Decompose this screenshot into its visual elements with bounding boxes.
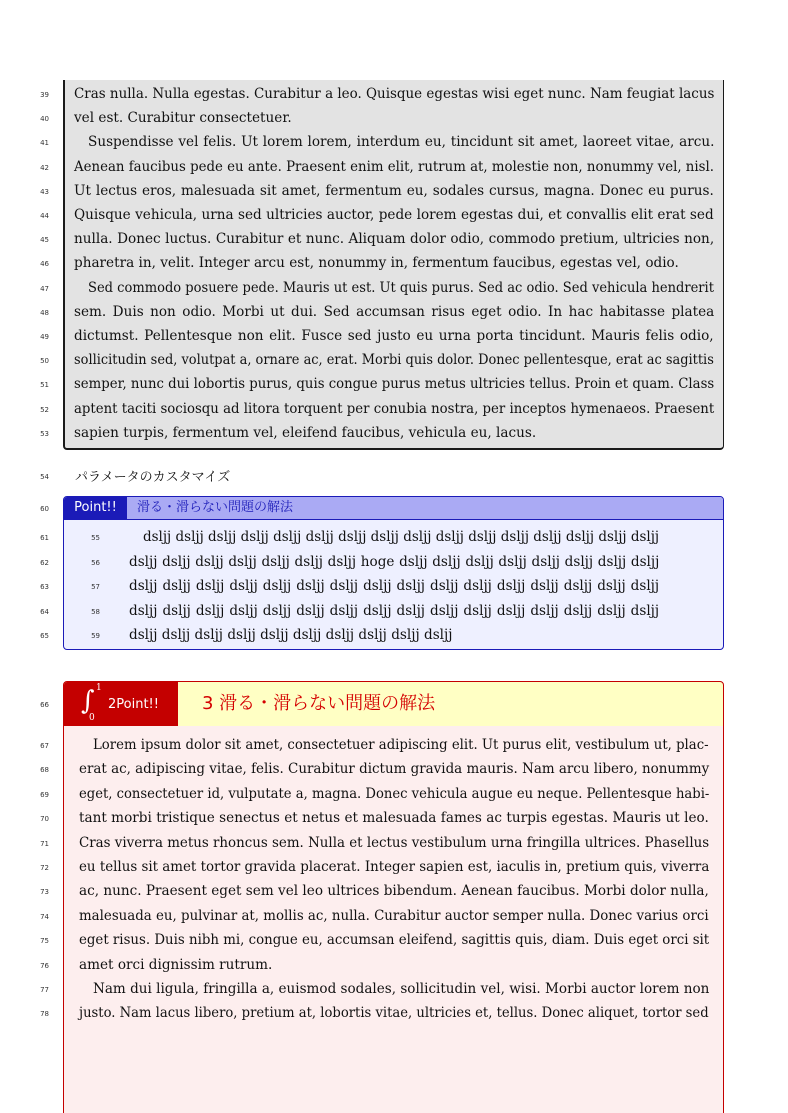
point-box-title: 滑る・滑らない問題の解法: [137, 500, 294, 515]
line-number: 71: [40, 839, 49, 848]
line-number: 42: [40, 163, 49, 172]
text-line: eget, consectetuer id, vulputate a, magna. Donec vehicula augue eu neque. Pellentesque habi-: [79, 785, 710, 802]
text-line: aptent taciti sociosqu ad litora torquent per conubia nostra, per inceptos hymenaeos. Praesent: [74, 400, 715, 417]
integral-upper-limit: 1: [96, 683, 102, 693]
text-line: sapien turpis, fermentum vel, eleifend faucibus, vehicula eu, lacus.: [74, 424, 537, 441]
line-number: 44: [40, 212, 49, 220]
line-number: 39: [40, 91, 49, 99]
line-number: 68: [40, 766, 49, 775]
inner-line-number: 58: [91, 607, 100, 616]
text-line: dsljj dsljj dsljj dsljj dsljj dsljj dsljj hoge dsljj dsljj dsljj dsljj dsljj dsljj dsljj dsljj: [129, 553, 660, 570]
text-line: malesuada eu, pulvinar at, mollis ac, nulla. Curabitur auctor semper nulla. Donec varius orci: [79, 907, 709, 924]
line-number: 51: [40, 381, 49, 390]
point-badge: Point!!: [64, 497, 127, 519]
text-line: dsljj dsljj dsljj dsljj dsljj dsljj dsljj dsljj dsljj dsljj dsljj dsljj dsljj dsljj dsljj dsljj: [143, 529, 660, 545]
line-number: 48: [40, 308, 49, 317]
text-line: eu tellus sit amet tortor gravida placerat. Integer sapien est, iaculis in, pretium quis, viverra: [79, 859, 710, 875]
line-number: 53: [40, 429, 49, 438]
text-line: sem. Duis non odio. Morbi ut dui. Sed accumsan risus eget odio. In hac habitasse platea: [74, 303, 715, 320]
line-number: 61: [40, 534, 49, 542]
point2-badge: [64, 682, 178, 727]
text-line: erat ac, adipiscing vitae, felis. Curabitur dictum gravida mauris. Nam arcu libero, nonummy: [79, 761, 710, 778]
line-number: 50: [40, 357, 49, 366]
text-line: Nam dui ligula, fringilla a, euismod sodales, sollicitudin vel, wisi. Morbi auctor lorem non: [93, 981, 710, 997]
text-line: Lorem ipsum dolor sit amet, consectetuer adipiscing elit. Ut purus elit, vestibulum ut, plac-: [93, 737, 709, 753]
line-number: 40: [40, 115, 49, 124]
point2-box-header: [63, 681, 724, 727]
text-line: eget risus. Duis nibh mi, congue eu, accumsan eleifend, sagittis quis, diam. Duis eget orci sit: [79, 932, 710, 949]
text-line: Sed commodo posuere pede. Mauris ut est. Ut quis purus. Sed ac odio. Sed vehicula hendrerit: [88, 279, 714, 296]
text-line: sollicitudin sed, volutpat a, ornare ac, erat. Morbi quis dolor. Donec pellentesque, erat ac sagittis: [74, 352, 714, 369]
line-number: 78: [40, 1010, 49, 1019]
point2-box-title: 3 滑る・滑らない問題の解法: [202, 693, 436, 714]
line-number: 46: [40, 260, 49, 269]
text-line: dsljj dsljj dsljj dsljj dsljj dsljj dsljj dsljj dsljj dsljj dsljj dsljj dsljj dsljj dsljj dsljj: [129, 602, 660, 619]
line-number: 60: [40, 505, 49, 513]
line-number: 47: [40, 284, 49, 293]
integral-lower-limit: 0: [89, 713, 95, 723]
line-number: 69: [40, 790, 49, 799]
text-line: Cras viverra metus rhoncus sem. Nulla et lectus vestibulum urna fringilla ultrices. Phasellus: [79, 834, 710, 851]
line-number: 43: [40, 187, 49, 196]
inner-line-number: 55: [91, 534, 100, 542]
text-line: dsljj dsljj dsljj dsljj dsljj dsljj dsljj dsljj dsljj dsljj dsljj dsljj dsljj dsljj dsljj dsljj: [129, 578, 660, 595]
line-number: 54: [40, 473, 49, 481]
section-heading: パラメータのカスタマイズ: [75, 470, 231, 485]
inner-line-number: 57: [91, 583, 100, 592]
line-number: 64: [40, 607, 49, 616]
line-number: 76: [40, 961, 49, 970]
text-line: ac, nunc. Praesent eget sem vel leo ultrices bibendum. Aenean faucibus. Morbi dolor nulla,: [79, 883, 709, 900]
inner-line-number: 59: [91, 632, 100, 641]
text-line: dictumst. Pellentesque non elit. Fusce sed justo eu urna porta tincidunt. Mauris felis odio,: [74, 328, 714, 344]
text-line: Aenean faucibus pede eu ante. Praesent enim elit, rutrum at, molestie non, nonummy vel, nisl.: [74, 158, 714, 175]
text-line: justo. Nam lacus libero, pretium at, lobortis vitae, ultricies et, tellus. Donec aliquet, tortor sed: [79, 1005, 709, 1022]
line-number: 65: [40, 632, 49, 641]
line-number: 72: [40, 864, 49, 872]
line-number: 75: [40, 937, 49, 946]
integral-icon: ∫: [81, 686, 95, 716]
line-number: 62: [40, 558, 49, 567]
line-number: 49: [40, 333, 49, 341]
text-line: vel est. Curabitur consectetuer.: [74, 110, 292, 127]
line-number: 73: [40, 888, 49, 897]
point2-badge-label: 2Point!!: [108, 697, 159, 712]
line-number: 52: [40, 405, 49, 414]
text-line: amet orci dignissim rutrum.: [79, 956, 273, 973]
text-line: dsljj dsljj dsljj dsljj dsljj dsljj dsljj dsljj dsljj dsljj: [129, 627, 453, 644]
line-number: 63: [40, 583, 49, 592]
text-line: semper, nunc dui lobortis purus, quis congue purus metus ultricies tellus. Proin et quam. Class: [74, 376, 715, 393]
line-number: 67: [40, 742, 49, 750]
text-line: tant morbi tristique senectus et netus et malesuada fames ac turpis egestas. Mauris ut leo.: [79, 810, 709, 827]
text-line: nulla. Donec luctus. Curabitur et nunc. Aliquam dolor odio, commodo pretium, ultricies non,: [74, 231, 715, 248]
inner-line-number: 56: [91, 558, 100, 567]
line-number: 45: [40, 236, 49, 245]
line-number: 66: [40, 701, 49, 709]
line-number: 41: [40, 139, 49, 148]
line-number: 70: [40, 815, 49, 824]
text-line: Ut lectus eros, malesuada sit amet, fermentum eu, sodales cursus, magna. Donec eu purus.: [74, 182, 714, 199]
line-number: 77: [40, 986, 49, 994]
text-line: pharetra in, velit. Integer arcu est, nonummy in, fermentum faucibus, egestas vel, odio.: [74, 255, 679, 272]
text-line: Suspendisse vel felis. Ut lorem lorem, interdum eu, tincidunt sit amet, laoreet vitae, arcu.: [88, 134, 715, 151]
text-line: Quisque vehicula, urna sed ultricies auctor, pede lorem egestas dui, et convallis elit erat sed: [74, 207, 714, 223]
line-number: 74: [40, 912, 49, 921]
text-line: Cras nulla. Nulla egestas. Curabitur a leo. Quisque egestas wisi eget nunc. Nam feugiat lacus: [74, 86, 715, 102]
